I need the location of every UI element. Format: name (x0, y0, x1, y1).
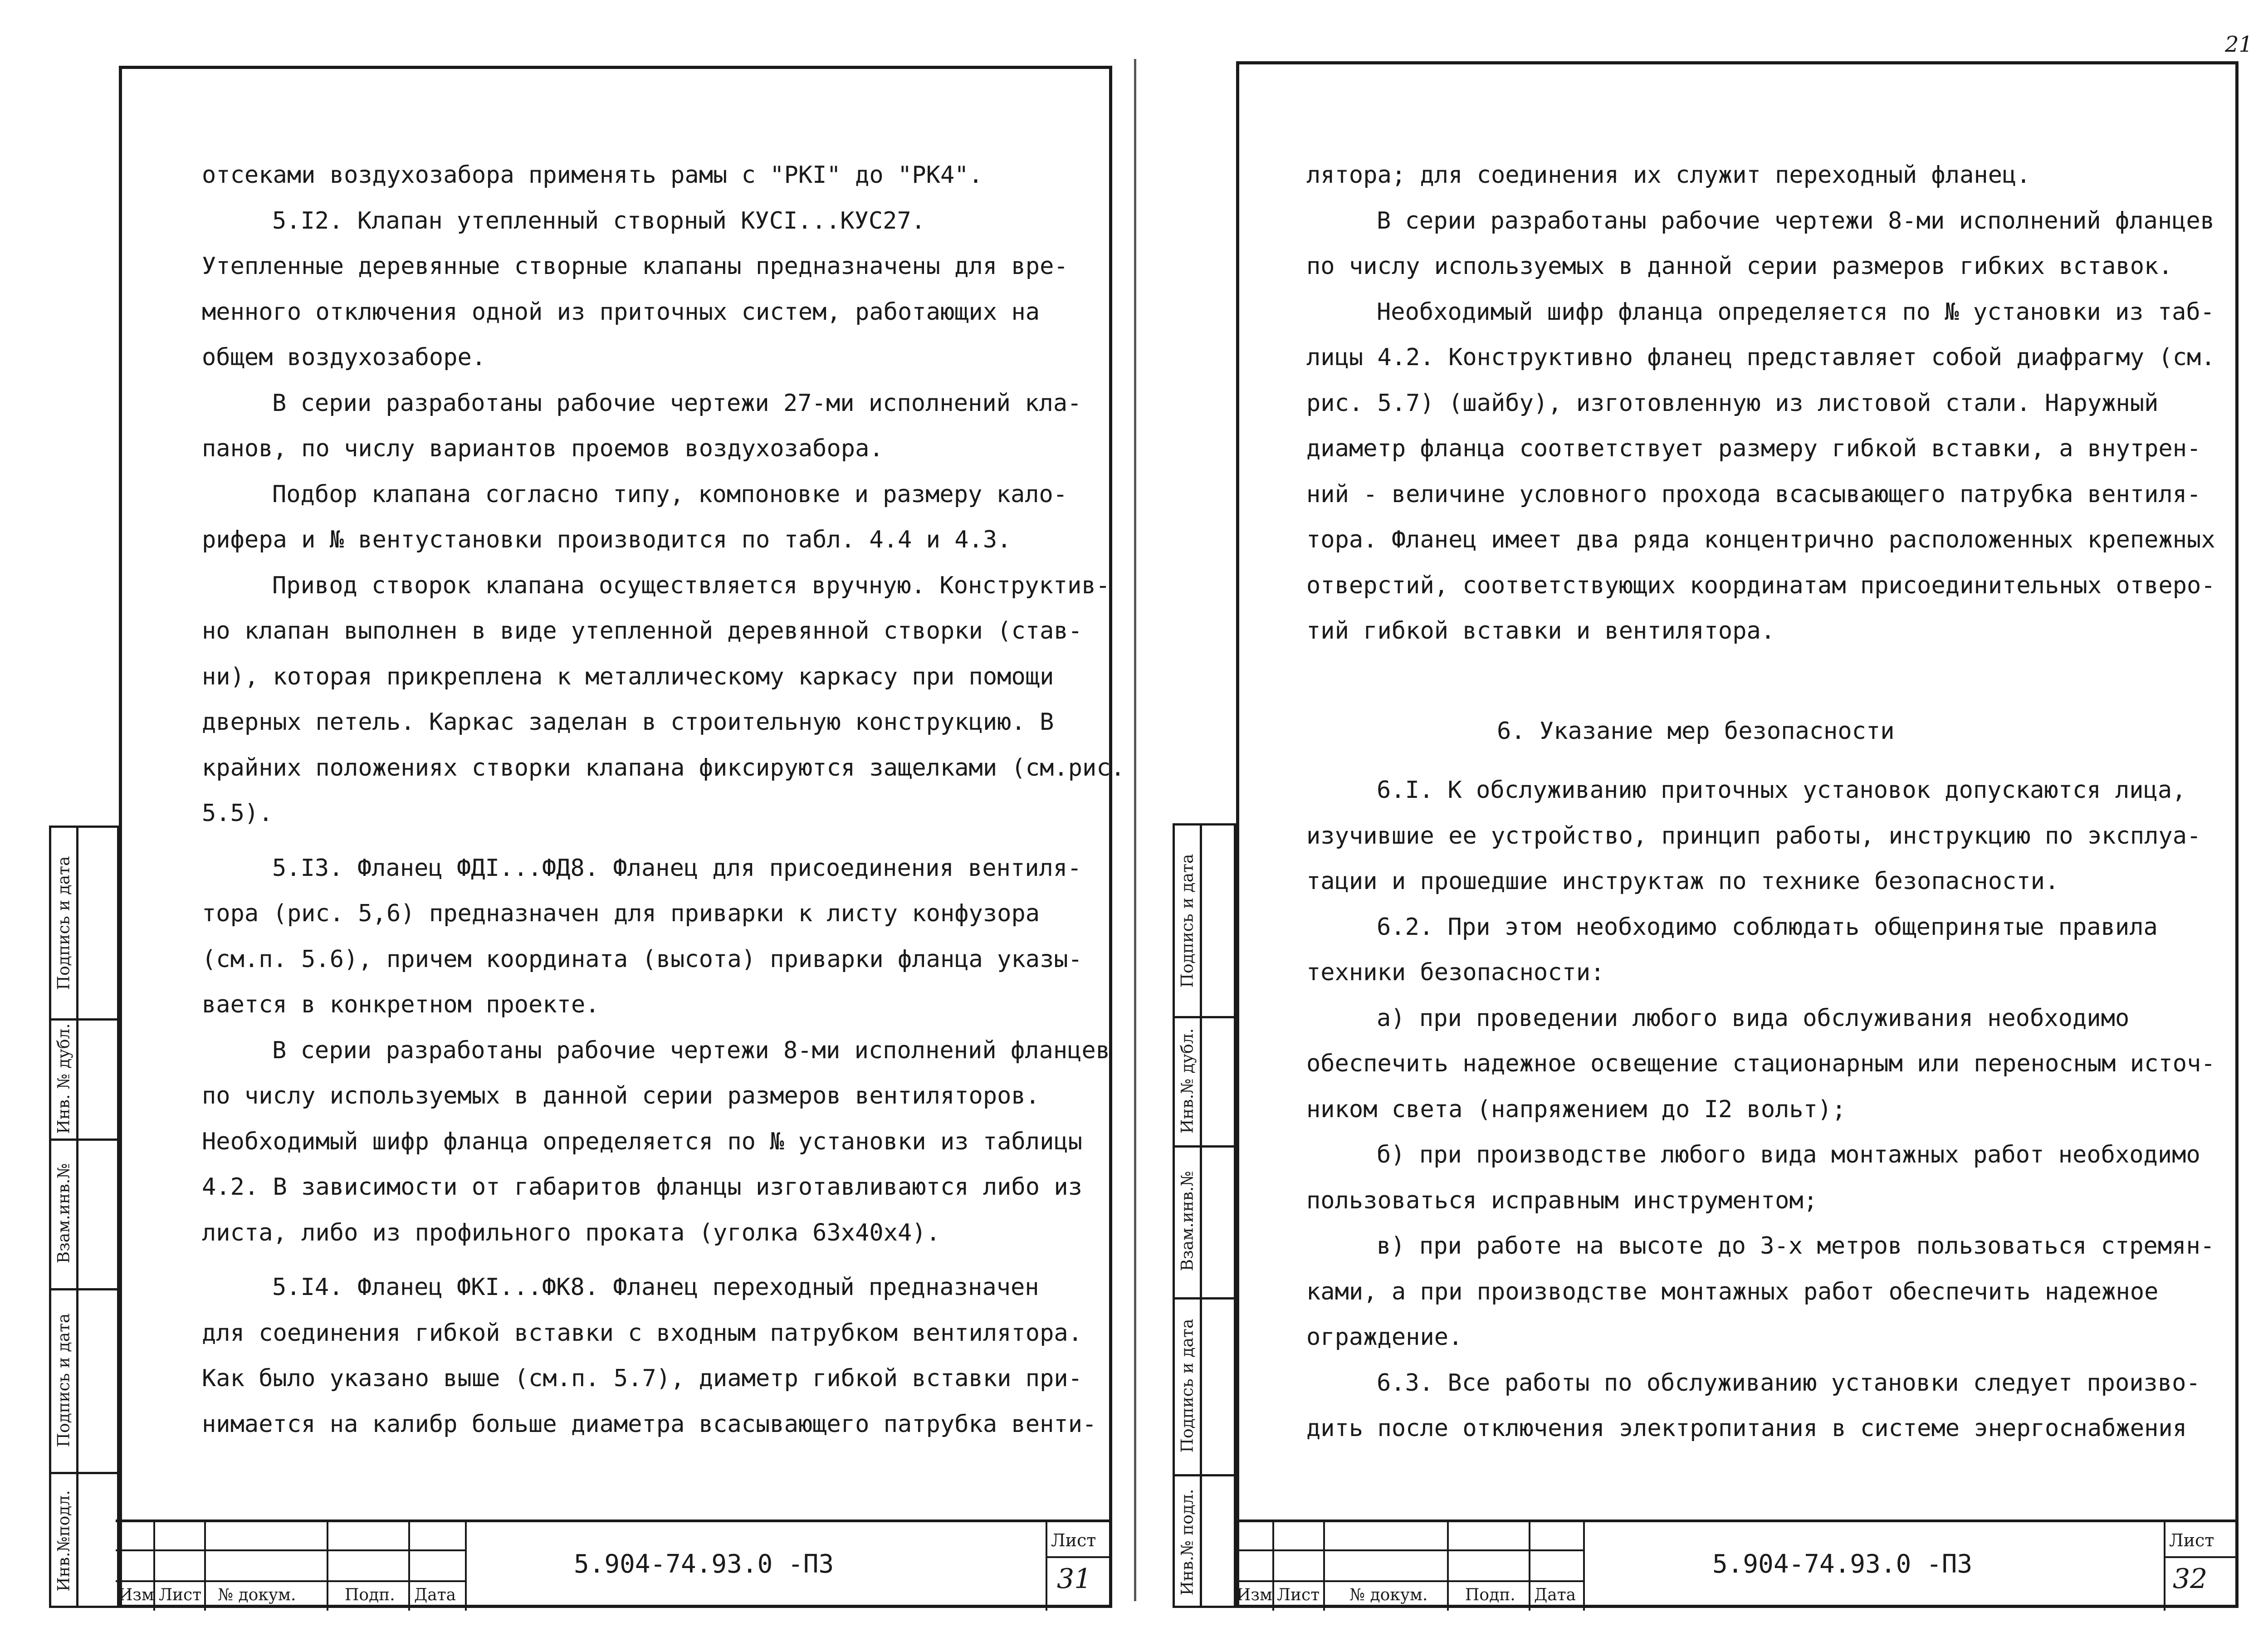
side-label: Взам.инв.№ (1178, 1171, 1197, 1271)
side-label: Подпись и дата (1178, 854, 1197, 988)
side-label: Взам.инв.№ (54, 1163, 73, 1264)
sheet-number: 31 (1057, 1563, 1092, 1595)
text-line: пользоваться исправным инструментом; (1306, 1187, 1818, 1214)
text-line: обеспечить надежное освещение стационарным или переносным источ- (1306, 1050, 2215, 1077)
text-line: В серии разработаны рабочие чертежи 8-ми исполнений фланцев (272, 1036, 1110, 1064)
text-line: лицы 4.2. Конструктивно фланец представляет собой диафрагму (см. (1306, 344, 2215, 371)
page-corner-mark: 21 (2225, 32, 2253, 57)
text-line: лятора; для соединения их служит переходный фланец. (1306, 161, 2031, 189)
text-line: тора (рис. 5,6) предназначен для приварки к листу конфузора (202, 900, 1040, 927)
section-heading: 5.I4. Фланец ФКI...ФК8. Фланец переходный предназначен (272, 1274, 1039, 1301)
section-heading: 5.I3. Фланец ФДI...ФД8. Фланец для присоединения вентиля- (272, 854, 1082, 882)
stamp-col-label: Дата (414, 1586, 456, 1604)
section-heading: 5.I2. Клапан утепленный створный КУСI...КУС27. (272, 207, 926, 235)
sheet-label: Лист (2169, 1530, 2214, 1550)
text-line: ником света (напряжением до I2 вольт); (1306, 1095, 1846, 1123)
stamp-col-label: № докум. (1349, 1586, 1428, 1604)
text-line: 6.2. При этом необходимо соблюдать общепринятые правила (1377, 913, 2158, 941)
text-line: дить после отключения электропитания в системе энергоснабжения (1306, 1415, 2187, 1442)
text-line: тора. Фланец имеет два ряда концентрично расположенных крепежных (1306, 526, 2215, 553)
right-side-strip (1173, 823, 1236, 1608)
stamp-col-label: Изм (1237, 1586, 1273, 1604)
text-line: 6.3. Все работы по обслуживанию установки следует произво- (1377, 1369, 2200, 1397)
side-label: Инв.№ дубл. (1178, 1028, 1197, 1134)
stamp-col-label: Лист (159, 1586, 202, 1604)
text-line: в) при работе на высоте до 3-х метров пользоваться стремян- (1377, 1232, 2215, 1260)
text-line: рис. 5.7) (шайбу), изготовленную из листовой стали. Наружный (1306, 389, 2159, 417)
side-label: Инв.№подл. (54, 1490, 73, 1592)
text-line: 5.5). (202, 800, 273, 827)
stamp-col-label: Подп. (345, 1586, 395, 1604)
text-line: (см.п. 5.6), причем координата (высота) приварки фланца указы- (202, 945, 1083, 973)
text-line: общем воздухозаборе. (202, 344, 486, 371)
text-line: по числу используемых в данной серии размеров вентиляторов. (202, 1082, 1040, 1109)
sheet-label: Лист (1051, 1530, 1096, 1550)
text-line: по числу используемых в данной серии размеров гибких вставок. (1306, 253, 2173, 280)
text-line: 6.I. К обслуживанию приточных установок допускаются лица, (1377, 777, 2186, 804)
text-line: Подбор клапана согласно типу, компоновке и размеру кало- (272, 480, 1068, 508)
section-title: 6. Указание мер безопасности (1497, 717, 1895, 745)
text-line: техники безопасности: (1306, 959, 1605, 986)
stamp-col-label: Изм (118, 1586, 155, 1604)
text-line: крайних положениях створки клапана фиксируются защелками (см.рис. (202, 754, 1125, 782)
text-line: ками, а при производстве монтажных работ обеспечить надежное (1306, 1278, 2159, 1305)
stamp-col-label: № докум. (218, 1586, 296, 1604)
text-line: тации и прошедшие инструктаж по технике безопасности. (1306, 868, 2059, 895)
text-line: ни), которая прикреплена к металлическому каркасу при помощи (202, 663, 1054, 690)
text-line: изучившие ее устройство, принцип работы, инструкцию по эксплуа- (1306, 822, 2201, 850)
text-line: В серии разработаны рабочие чертежи 27-ми исполнений кла- (272, 389, 1082, 417)
side-label: Инв. № дубл. (54, 1023, 73, 1134)
text-line: тий гибкой вставки и вентилятора. (1306, 617, 1775, 645)
text-line: отверстий, соответствующих координатам присоединительных отверо- (1306, 572, 2215, 599)
text-line: нимается на калибр больше диаметра всасывающего патрубка венти- (202, 1410, 1097, 1438)
text-line: отсеками воздухозабора применять рамы с "РКI" до "РК4". (202, 161, 983, 189)
text-line: вается в конкретном проекте. (202, 991, 600, 1018)
side-label: Подпись и дата (54, 856, 73, 990)
center-divider (1134, 59, 1136, 1601)
text-line: менного отключения одной из приточных систем, работающих на (202, 298, 1040, 326)
text-line: ний - величине условного прохода всасывающего патрубка вентиля- (1306, 480, 2201, 508)
document-code: 5.904-74.93.0 -ПЗ (574, 1549, 834, 1579)
left-side-strip (49, 826, 119, 1608)
stamp-col-label: Дата (1534, 1586, 1576, 1604)
text-line: а) при проведении любого вида обслуживания необходимо (1377, 1004, 2130, 1032)
sheet-number: 32 (2173, 1563, 2208, 1595)
text-line: Как было указано выше (см.п. 5.7), диаметр гибкой вставки при- (202, 1365, 1083, 1392)
side-label: Инв.№ подл. (1178, 1489, 1197, 1596)
text-line: Утепленные деревянные створные клапаны предназначены для вре- (202, 253, 1068, 280)
right-title-block (1234, 1520, 2239, 1611)
text-line: для соединения гибкой вставки с входным патрубком вентилятора. (202, 1319, 1083, 1347)
text-line: Необходимый шифр фланца определяется по № установки из таблицы (202, 1128, 1083, 1155)
stamp-col-label: Лист (1277, 1586, 1320, 1604)
stamp-col-label: Подп. (1465, 1586, 1515, 1604)
side-label: Подпись и дата (1178, 1319, 1197, 1453)
side-label: Подпись и дата (54, 1313, 73, 1447)
text-line: панов, по числу вариантов проемов воздухозабора. (202, 435, 884, 462)
text-line: рифера и № вентустановки производится по табл. 4.4 и 4.3. (202, 526, 1012, 553)
text-line: Привод створок клапана осуществляется вручную. Конструктив- (272, 572, 1110, 599)
text-line: Необходимый шифр фланца определяется по № установки из таб- (1377, 298, 2215, 326)
document-code: 5.904-74.93.0 -ПЗ (1712, 1549, 1973, 1579)
left-title-block (116, 1520, 1112, 1611)
text-line: дверных петель. Каркас заделан в строительную конструкцию. В (202, 708, 1054, 736)
text-line: В серии разработаны рабочие чертежи 8-ми исполнений фланцев (1377, 207, 2215, 235)
text-line: диаметр фланца соответствует размеру гибкой вставки, а внутрен- (1306, 435, 2201, 462)
text-line: б) при производстве любого вида монтажных работ необходимо (1377, 1141, 2200, 1168)
text-line: но клапан выполнен в виде утепленной деревянной створки (став- (202, 617, 1083, 645)
left-page-text (202, 152, 1125, 1447)
text-line: листа, либо из профильного проката (уголка 63х40х4). (202, 1219, 940, 1246)
text-line: ограждение. (1306, 1324, 1463, 1351)
text-line: 4.2. В зависимости от габаритов фланцы изготавливаются либо из (202, 1173, 1083, 1201)
right-page-text (1306, 152, 2215, 1451)
